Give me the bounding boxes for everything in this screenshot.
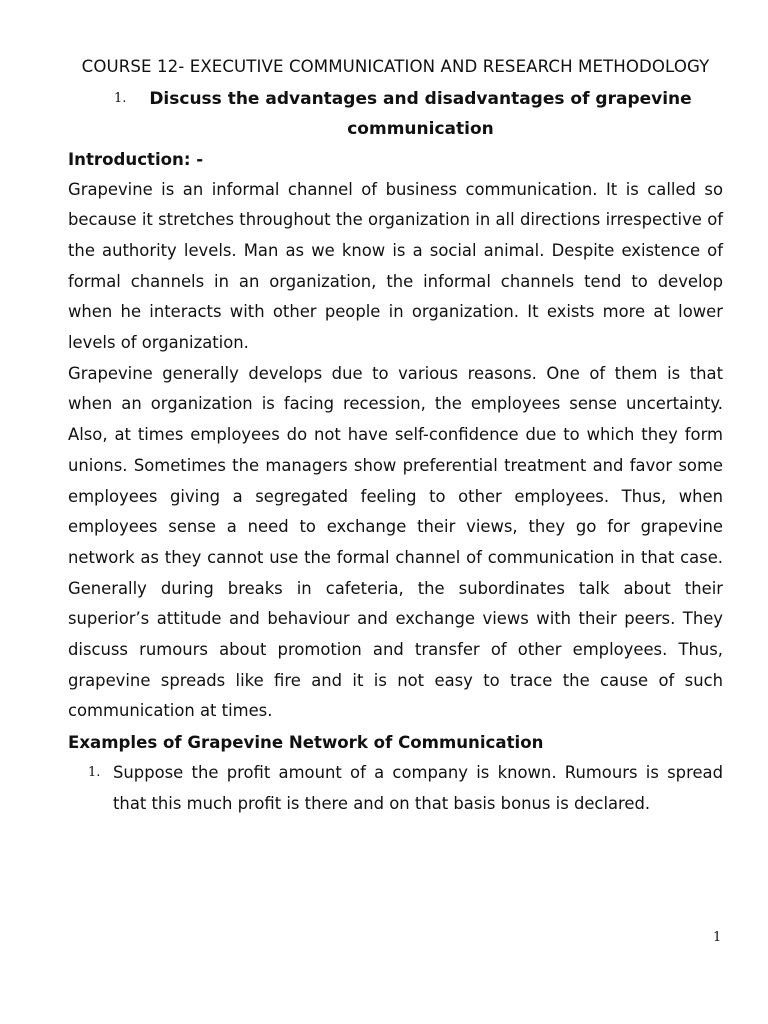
example-text: Suppose the profit amount of a company is known. Rumours is spread that this much profit is there and on that basis bonus is declared. bbox=[113, 763, 723, 813]
question bbox=[68, 84, 723, 144]
course-title: COURSE 12- EXECUTIVE COMMUNICATION AND RESEARCH METHODOLOGY bbox=[81, 57, 710, 76]
page-number: 1 bbox=[713, 930, 722, 945]
example-item-1 bbox=[68, 758, 723, 819]
intro-paragraph-1: Grapevine is an informal channel of business communication. It is called so because it stretches throughout the organization in all directions irrespective of the authority levels. Man as we know is a social animal. Despite existence of formal channels in an organization, the informal channels tend to develop when he interacts with other people in organization. It exists more at lower levels of organization. bbox=[68, 179, 723, 353]
intro-paragraph-2: Grapevine generally develops due to various reasons. One of them is that when an organization is facing recession, the employees sense uncertainty. Also, at times employees do not have self-confidence due to which they form unions. Sometimes the managers show preferential treatment and favor some employees giving a segregated feeling to other employees. Thus, when employees sense a need to exchange their views, they go for grapevine network as they cannot use the formal channel of communication in that case. Generally during breaks in cafeteria, the subordinates talk about their superior’s attitude and behaviour and exchange views with their peers. They discuss rumours about promotion and transfer of other employees. Thus, grapevine spreads like fire and it is not easy to trace the cause of such communication at times. bbox=[68, 363, 723, 721]
example-number: 1. bbox=[88, 765, 101, 781]
document-page bbox=[68, 52, 723, 820]
introduction-heading: Introduction: - bbox=[68, 149, 204, 169]
question-number: 1. bbox=[114, 90, 127, 106]
examples-heading: Examples of Grapevine Network of Communication bbox=[68, 733, 544, 753]
question-text: Discuss the advantages and disadvantages of grapevine communication bbox=[149, 88, 692, 139]
